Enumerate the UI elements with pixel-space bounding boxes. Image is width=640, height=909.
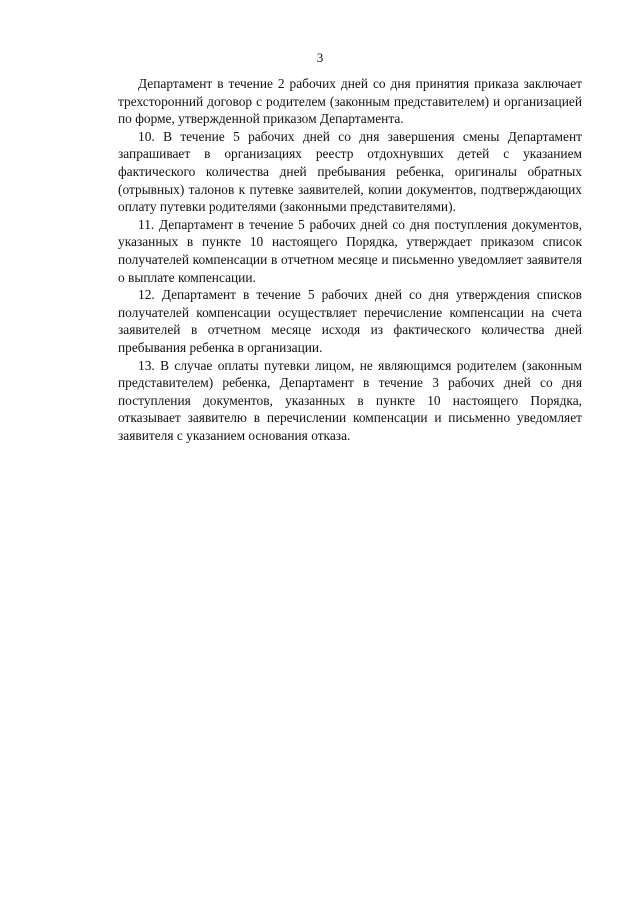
paragraph-11: 11. Департамент в течение 5 рабочих дней со дня поступления документов, указанных в пункте 10 настоящего Порядка, утверждает приказом список получателей компенсации в отчетном месяце и письменно уведомляет заявителя о выплате компенсации. bbox=[118, 216, 582, 285]
paragraph-10: 10. В течение 5 рабочих дней со дня завершения смены Департамент запрашивает в организациях реестр отдохнувших детей с указанием фактического количества дней пребывания ребенка, оригиналы обратных (отрывных) талонов к путевке заявителей, копии документов, подтверждающих оплату путевки родителями (законными представителями). bbox=[118, 128, 582, 215]
document-body bbox=[118, 75, 582, 444]
paragraph-12: 12. Департамент в течение 5 рабочих дней со дня утверждения списков получателей компенсации осуществляет перечисление компенсации на счета заявителей в отчетном месяце исходя из фактического количества дней пребывания ребенка в организации. bbox=[118, 287, 582, 355]
paragraph-13: 13. В случае оплаты путевки лицом, не являющимся родителем (законным представителем) ребенка, Департамент в течение 3 рабочих дней со дня поступления документов, указанных в пункте 10 настоящего Порядка, отказывает заявителю в перечислении компенсации и письменно уведомляет заявителя с указанием основания отказа. bbox=[118, 357, 582, 443]
page-number: 3 bbox=[316, 50, 324, 65]
paragraph-contract: Департамент в течение 2 рабочих дней со дня принятия приказа заключает трехсторонний договор с родителем (законным представителем) и организацией по форме, утвержденной приказом Департамента. bbox=[118, 76, 582, 127]
